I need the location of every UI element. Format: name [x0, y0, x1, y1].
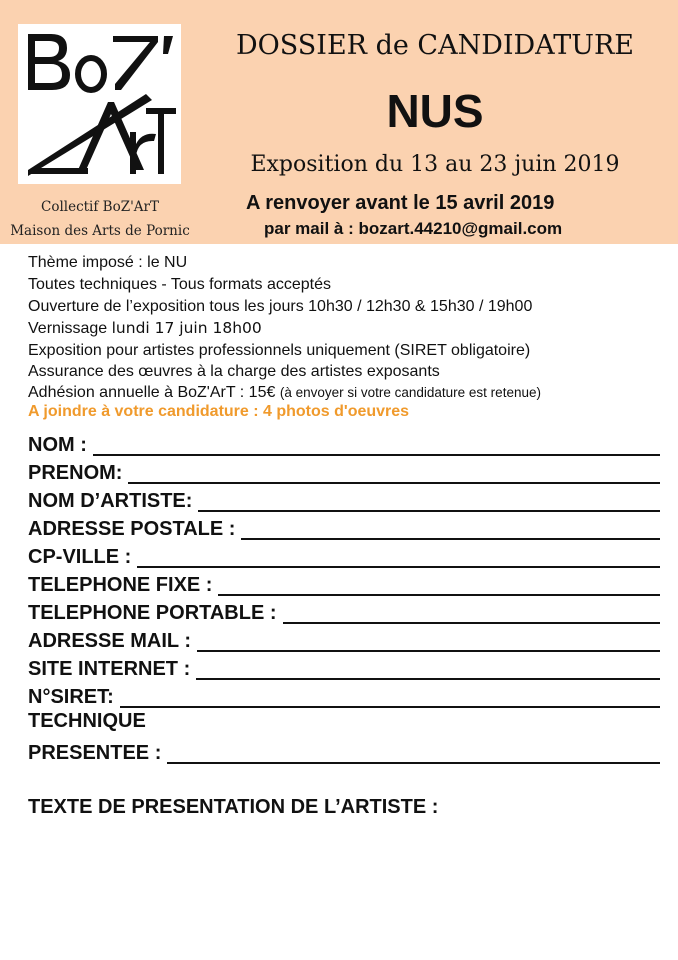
bozart-logo-icon: [18, 24, 181, 184]
deadline-text: A renvoyer avant le 15 avril 2019: [246, 192, 555, 214]
field-site-internet[interactable]: [28, 655, 660, 683]
presentation-area[interactable]: [28, 830, 660, 950]
field-nom-artiste-label: NOM D’ARTISTE:: [28, 490, 198, 513]
field-prenom[interactable]: [28, 459, 660, 487]
field-technique-presentee[interactable]: [28, 739, 660, 767]
document-title: DOSSIER de CANDIDATURE: [236, 30, 634, 61]
field-site-internet-label: SITE INTERNET :: [28, 658, 196, 681]
field-adresse-mail[interactable]: [28, 627, 660, 655]
field-telephone-fixe-label: TELEPHONE FIXE :: [28, 574, 218, 597]
field-nom-label: NOM :: [28, 434, 93, 457]
theme-title: NUS: [386, 85, 484, 137]
field-cp-ville-label: CP-VILLE :: [28, 546, 137, 569]
field-siret-line[interactable]: [28, 706, 660, 708]
field-telephone-fixe[interactable]: [28, 571, 660, 599]
membership-note: (à envoyer si votre candidature est retenue): [279, 385, 541, 400]
field-nom[interactable]: [28, 431, 660, 459]
field-cp-ville[interactable]: [28, 543, 660, 571]
field-adresse-postale-label: ADRESSE POSTALE :: [28, 518, 241, 541]
theme-line: Thème imposé : le NU: [28, 254, 188, 271]
exhibition-dates: Exposition du 13 au 23 juin 2019: [250, 152, 620, 177]
mail-text: par mail à : bozart.44210@gmail.com: [264, 219, 563, 238]
attach-notice: A joindre à votre candidature : 4 photos d'oeuvres: [28, 403, 410, 420]
collective-name: Collectif BoZ'ArT: [40, 199, 160, 215]
venue-name: Maison des Arts de Pornic: [10, 223, 190, 239]
field-adresse-mail-label: ADRESSE MAIL :: [28, 630, 197, 653]
field-telephone-portable[interactable]: [28, 599, 660, 627]
field-prenom-label: PRENOM:: [28, 462, 128, 485]
insurance-line: Assurance des œuvres à la charge des artistes exposants: [28, 363, 440, 380]
membership-text: Adhésion annuelle à BoZ'ArT : 15€: [28, 384, 276, 401]
header-banner: [0, 0, 678, 244]
field-telephone-portable-label: TELEPHONE PORTABLE :: [28, 602, 283, 625]
field-siret[interactable]: [28, 683, 660, 711]
vernissage-line: [28, 318, 262, 340]
field-nom-line[interactable]: [28, 454, 660, 456]
field-presentee-label: PRESENTEE :: [28, 742, 167, 765]
techniques-line: Toutes techniques - Tous formats acceptés: [28, 276, 331, 293]
membership-line: [28, 382, 541, 404]
professionals-line: Exposition pour artistes professionnels uniquement (SIRET obligatoire): [28, 342, 531, 359]
field-adresse-postale[interactable]: [28, 515, 660, 543]
field-nom-artiste[interactable]: [28, 487, 660, 515]
bozart-logo: [18, 24, 181, 184]
presentation-heading: TEXTE DE PRESENTATION DE L’ARTISTE :: [28, 796, 439, 818]
field-siret-label: N°SIRET:: [28, 686, 120, 709]
vernissage-date: lundi 17 juin 18h00: [111, 319, 262, 337]
vernissage-label: Vernissage: [28, 320, 108, 337]
field-technique-label: TECHNIQUE: [28, 710, 146, 732]
opening-line: Ouverture de l’exposition tous les jours 10h30 / 12h30 & 15h30 / 19h00: [28, 298, 533, 315]
